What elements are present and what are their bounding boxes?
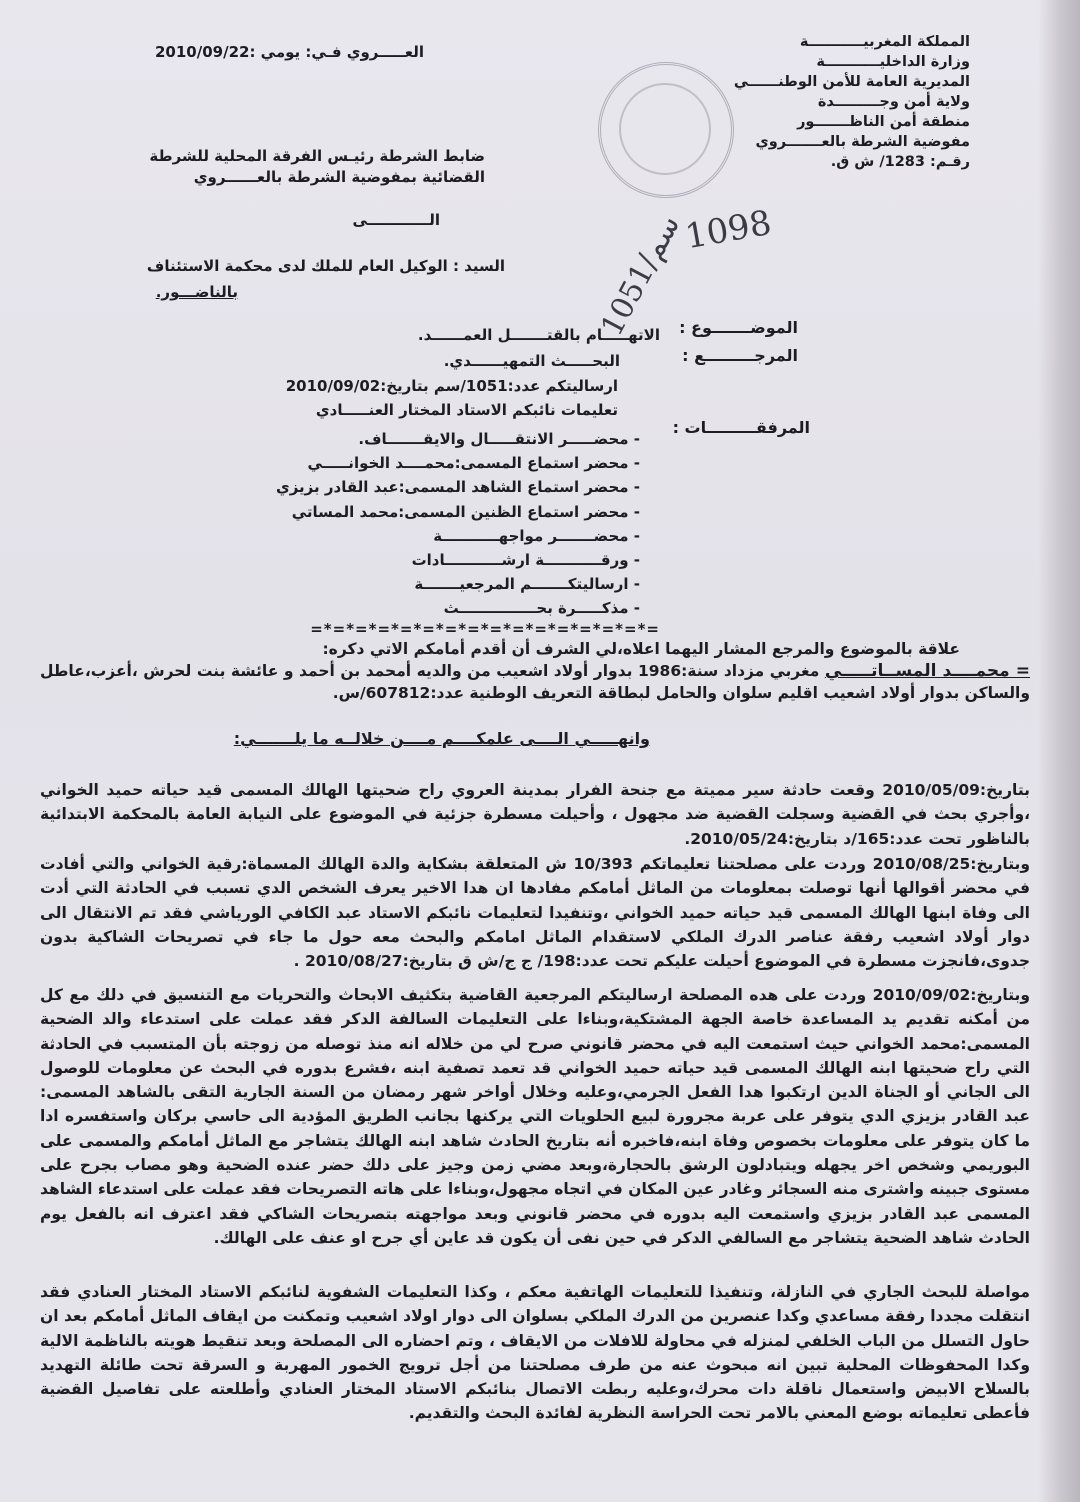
report-intro: وانهـــــي الــــى علمكــــم مــــن خلالــه ما يلـــــــي: <box>233 729 650 748</box>
header-line-directorate: المديرية العامة للأمن الوطنــــــي <box>733 74 970 90</box>
subject-label: الموضـــــــوع : <box>679 318 798 337</box>
sender-line-2: القضائية بمفوضية الشرطة بالعــــــروي <box>193 168 485 186</box>
attachment-item: - محضر استماع الظنين المسمى:محمد المساتي <box>291 502 640 521</box>
reference-sub-2: تعليمات نائبكم الاستاد المختار العنـــــادي <box>315 401 618 419</box>
attachment-item: - محضر استماع المسمى:محمــــد الخوانـــــي <box>307 454 640 473</box>
attachment-item: - ارساليتكـــــــم المرجعيـــــــة <box>414 575 640 594</box>
header-line-zone: منطقة أمن الناظـــــــور <box>797 114 970 130</box>
body-paragraph-3: وبتاريخ:2010/09/02 وردت على هده المصلحة ارساليتكم المرجعية القاضية بتكثيف الابحاث والتحريات مع التنسيق في دلك مع كل من أمكنه تقديم يد المساعدة خاصة الجهة المشتكية،وبناءا على التعليمات السالفة الدكر فقد عملت على استدعاء والد الضحية المسمى:محمد الخواني حيث استمعت اليه في محضر قانوني صرح لي من خلاله انه منذ توصله من زوجته بأن المتسبب في الحادثة التي راح ضحيتها ابنه الهالك المسمى قيد حياته حميد الخواني قد تعمد تصفية ابنه ،فشرع بدوره في البحث عن معلومات للوصول الى الجاني أو الجناة الدين ارتكبوا هدا الفعل الجرمي،وعليه وخلال أواخر شهر رمضان من السنة الجارية التقى بالشاهد المسمى: عبد القادر بزيزي الدي يتوفر على عربة مجرورة لبيع الحلويات التي يركنها بجانب الطريق المؤدية الى حاسي بركان واستفسره ادا ما كان يتوفر على معلومات بخصوص وفاة ابنه،فاخبره أنه بتاريخ الحادث شاهد ابنه الهالك يتشاجر مع الماثل أمامكم والمسمى على البوريمي وشخص اخر يجهله ويتبادلون الرشق بالحجارة،وبعد مضي زمن وجيز على دلك حضر عنده الضحية وهو مصاب بجرح على مستوى جبينه واشترى منه السجائر وغادر عين المكان في اتجاه مجهول،وبناءا على هاته التصريحات فقد عملت على استدعاء الشاهد المسمى عبد القادر بزيزي واستمعت اليه بدوره في محضر قانوني وبعد مواجهته بتصريحات الشاكي فقد اعترف انه بالفعل يوم الحادث شاهد الضحية يتشاجر مع السالفي الدكر في حين نفى أن يكون قد عاين أي جرح او عنف على الهالك. <box>40 986 1030 1247</box>
header-line-wilaya: ولاية أمن وجـــــــــدة <box>817 94 970 110</box>
intro-line: علاقة بالموضوع والمرجع المشار اليهما اعلاه،لي الشرف أن أقدم أمامكم الاتي دكره: <box>322 640 960 658</box>
recipient: السيد : الوكيل العام للملك لدى محكمة الاستئناف <box>146 257 505 275</box>
attachment-item: - ورقـــــــــــة ارشـــــــــــادات <box>411 551 640 570</box>
header-block <box>734 32 970 172</box>
body-paragraph-1: بتاريخ:2010/05/09 وقعت حادثة سير مميتة مع جنحة الفرار بمدينة العروي راح ضحيتها الهالك المسمى قيد حياته حميد الخواني ،وأجري بحث في القضية وسجلت القضية ضد مجهول ، وأحيلت مسطرة جزئية في الموضوع على النيابة العامة بالمحكمة الابتدائية بالناظور تحت عدد:165/د بتاريخ:2010/05/24. <box>40 781 1030 848</box>
body-paragraph-4: مواصلة للبحث الجاري في النازلة، وتنفيذا للتعليمات الهاتفية معكم ، وكذا التعليمات الشفوية لنائبكم الاستاد المختار العنادي فقد انتقلت مجددا رفقة مساعدي وكدا عنصرين من الدرك الملكي بسلوان الى دوار اولاد اشعيب وتمكنت من ايقاف الماثل أمامكم بعد ان حاول التسلل من الباب الخلفي لمنزله في محاولة للافلات من الايقاف ، وتم احضاره الى المصلحة وبعد تنقيط هويته بالناظمة الالية وكدا المحفوظات المحلية تبين انه مبحوث عنه من طرف مصلحتنا من أجل ترويج الخمور المهربة و السرقة تحت طائلة التهديد بالسلاح الابيض واستعمال ناقلة دات محرك،وعليه ربطت الاتصال بنائبكم الاستاد المختار العنادي وأطلعته على تفاصيل القضية فأعطى تعليماته بوضع المعني بالامر تحت الحراسة النظرية لفائدة البحث والتقديم. <box>40 1283 1030 1423</box>
handwritten-reference: 1051/سم <box>594 209 688 342</box>
body-paragraph-2: وبتاريخ:2010/08/25 وردت على مصلحتنا تعليماتكم 10/393 ش المتعلقة بشكاية والدة الهالك المسماة:رقية الخواني والتي أفادت في محضر أقوالها أنها توصلت بمعلومات من الماثل أمامكم مفادها ان هدا الاخير يعرف الشخص الدي تسبب في الحادثة التي أدت الى وفاة ابنها الهالك المسمى قيد حياته حميد الخواني ،وتنفيدا لتعليمات نائبكم الاستاد عبد الكافي الورياشي فقد تم الانتقال الى دوار أولاد اشعيب رفقة عناصر الدرك الملكي لاستقدام الماثل امامكم والبحث معه حول ما جاء في تصريحات الشاكية بدون جدوى،فانجزت مسطرة في الموضوع أحيلت عليكم تحت عدد:198/ ج ج/ش ق بتاريخ:2010/08/27 . <box>40 855 1030 971</box>
header-line-kingdom: المملكة المغربيـــــــــــة <box>799 34 970 50</box>
header-line-ministry: وزارة الداخليـــــــــــة <box>816 54 970 70</box>
recipient-city: بالناضـــور. <box>155 283 238 301</box>
person-block <box>40 660 1030 704</box>
reference-label: المرجـــــــــع : <box>682 346 798 365</box>
separator: =*=*=*=*=*=*=*=*=*=*=*=*=*=*=*= <box>310 620 660 638</box>
attachment-item: - مذكـــــرة بحـــــــــــــــث <box>443 599 640 618</box>
header-line-number: رقـم: 1283/ ش ق. <box>830 154 970 170</box>
subject-value: الاتهـــــام بالقتـــــــل العمــــــد. <box>417 326 660 344</box>
person-name: = محمــــد المســاتـــــي <box>824 661 1031 681</box>
attachment-item: - محضـــــــر مواجهـــــــــــة <box>433 526 640 545</box>
official-stamp-seal <box>598 62 734 198</box>
sender-block <box>149 146 485 188</box>
paper-edge-shadow <box>1038 0 1080 1502</box>
attachments-list <box>276 427 640 621</box>
handwritten-number: 1098 <box>682 202 775 258</box>
attachment-item: - محضر استماع الشاهد المسمى:عبد القادر بزيزي <box>275 478 640 497</box>
sender-line-1: ضابط الشرطة رئيـس الفرقة المحلية للشرطة <box>149 147 485 165</box>
header-line-commissariat: مفوضية الشرطة بالعـــــــروي <box>755 134 970 150</box>
date-line: العـــــروي فـي: يومي :2010/09/22 <box>155 43 425 61</box>
reference-sub-1: ارساليتكم عدد:1051/سم بتاريخ:2010/09/02 <box>285 377 618 395</box>
reference-value: البحـــــث التمهيــــــدي. <box>443 352 620 370</box>
attachment-item: - محضـــــر الانتقـــــال والايقـــــــاف. <box>358 430 640 448</box>
to-label: الــــــــــــى <box>352 211 440 229</box>
attachments-label: المرفقـــــــــات : <box>672 418 810 437</box>
person-details: مغربي مزداد سنة:1986 بدوار أولاد اشعيب من والديه أمحمد بن أحمد و عائشة بنت لحرش ،أعزب،عاطل والساكن بدوار أولاد اشعيب اقليم سلوان والحامل لبطاقة التعريف الوطنية عدد:607812/س. <box>40 662 1030 702</box>
